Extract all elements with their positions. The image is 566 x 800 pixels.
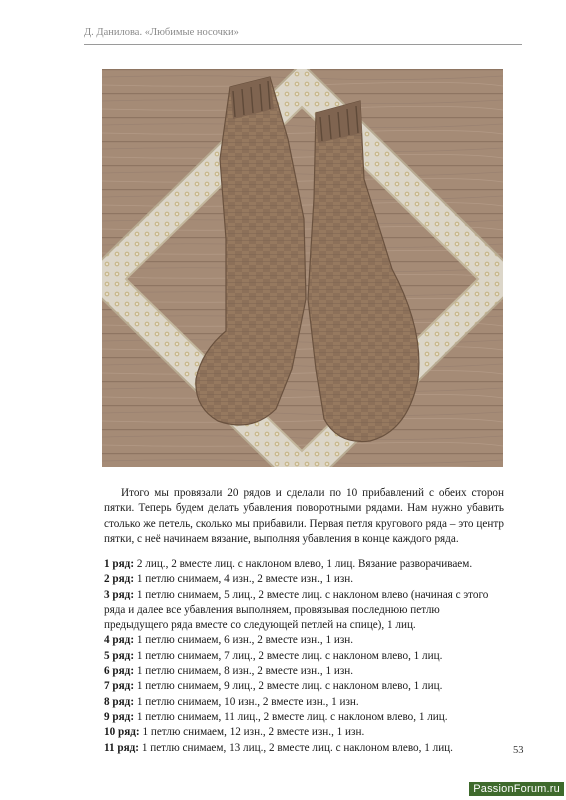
row-label: 4 ряд:	[104, 634, 135, 647]
row-label: 9 ряд:	[104, 710, 135, 723]
row-label: 5 ряд:	[104, 649, 135, 662]
row-label: 6 ряд:	[104, 665, 135, 678]
row-text: 1 петлю снимаем, 10 изн., 2 вместе изн., 1 изн.	[134, 695, 359, 708]
row-text: 1 петлю снимаем, 12 изн., 2 вместе изн., 1 изн.	[139, 726, 365, 739]
row-text: 1 петлю снимаем, 5 лиц., 2 вместе лиц. с наклоном влево (начиная с этого ряда и далее все убавления выполняем, провязывая последнюю петлю предыдущего ряда вместе со следующей петлей на спице), 1 лиц.	[104, 588, 489, 632]
running-header: Д. Данилова. «Любимые носочки»	[84, 27, 239, 38]
socks-photo-illustration	[102, 69, 503, 467]
intro-paragraph: Итого мы провязали 20 рядов и сделали по 10 прибавлений с обеих сторон пятки. Теперь будем делать убавления поворотными рядами. Нам нужно убавить столько же петель, сколько мы прибавили. Первая петля кругового ряда – это центр пятки, с неё начинаем вязание, выполняя убавления в конце каждого ряда.	[104, 487, 504, 545]
row-text: 1 петлю снимаем, 6 изн., 2 вместе изн., 1 изн.	[134, 634, 354, 647]
watermark-link[interactable]: PassionForum.ru	[469, 782, 564, 796]
row-instruction	[104, 741, 504, 756]
row-instructions	[104, 557, 504, 756]
row-instruction	[104, 695, 504, 710]
row-instruction	[104, 710, 504, 725]
row-instruction	[104, 633, 504, 648]
row-instruction	[104, 588, 504, 634]
row-text: 2 лиц., 2 вместе лиц. с наклоном влево, 1 лиц. Вязание разворачиваем.	[134, 558, 473, 570]
row-label: 10 ряд:	[104, 726, 140, 739]
row-label: 1 ряд:	[104, 558, 135, 570]
row-label: 2 ряд:	[104, 573, 135, 586]
row-instruction	[104, 557, 504, 572]
row-instruction	[104, 649, 504, 664]
row-label: 11 ряд:	[104, 741, 140, 754]
header-divider	[84, 44, 522, 45]
row-label: 8 ряд:	[104, 695, 135, 708]
row-text: 1 петлю снимаем, 9 лиц., 2 вместе лиц. с наклоном влево, 1 лиц.	[134, 680, 443, 693]
row-text: 1 петлю снимаем, 11 лиц., 2 вместе лиц. с наклоном влево, 1 лиц.	[134, 710, 448, 723]
row-instruction	[104, 725, 504, 740]
row-text: 1 петлю снимаем, 4 изн., 2 вместе изн., 1 изн.	[134, 573, 354, 586]
row-instruction	[104, 572, 504, 587]
row-instruction	[104, 664, 504, 679]
row-text: 1 петлю снимаем, 7 лиц., 2 вместе лиц. с наклоном влево, 1 лиц.	[134, 649, 443, 662]
photo-socks-on-frame	[102, 69, 503, 467]
row-text: 1 петлю снимаем, 13 лиц., 2 вместе лиц. с наклоном влево, 1 лиц.	[139, 741, 453, 754]
page-number: 53	[513, 745, 524, 756]
row-text: 1 петлю снимаем, 8 изн., 2 вместе изн., 1 изн.	[134, 665, 354, 678]
row-label: 7 ряд:	[104, 680, 135, 693]
row-instruction	[104, 679, 504, 694]
row-label: 3 ряд:	[104, 588, 135, 601]
